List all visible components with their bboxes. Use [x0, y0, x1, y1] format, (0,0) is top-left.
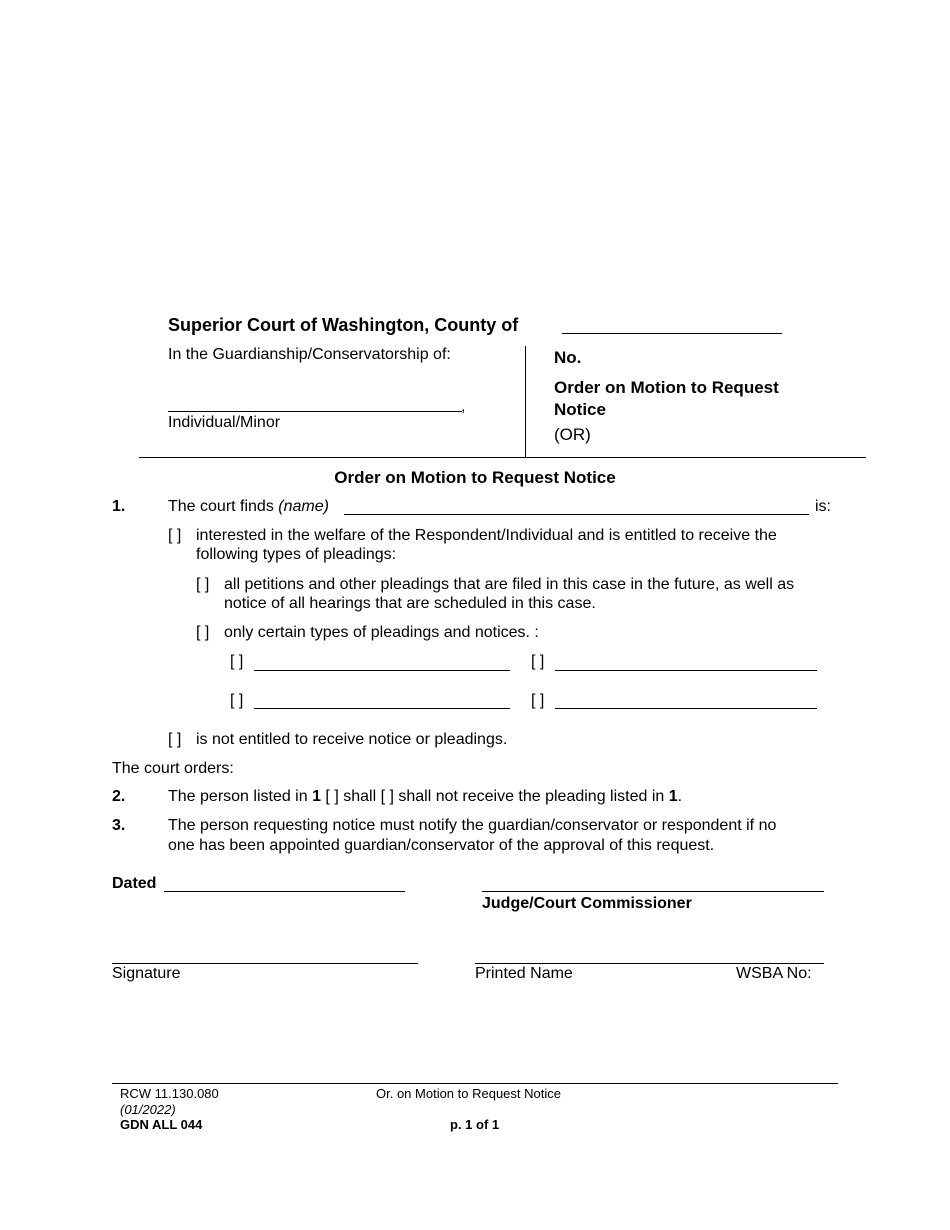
- wsba-label: WSBA No:: [736, 965, 812, 982]
- pleading-type-checkbox[interactable]: [ ]: [531, 692, 545, 709]
- judge-signature-line[interactable]: [482, 891, 824, 892]
- footer-page: p. 1 of 1: [450, 1117, 500, 1132]
- item3-text-line1: The person requesting notice must notify the guardian/conservator or respondent if no: [168, 817, 777, 834]
- caption-comma: ,: [461, 398, 466, 415]
- not-entitled-checkbox[interactable]: [ ]: [168, 731, 182, 748]
- individual-name-line[interactable]: [168, 411, 462, 412]
- item2-number: 2.: [112, 788, 126, 805]
- pleading-type-line[interactable]: [555, 670, 817, 671]
- certain-pleadings-checkbox[interactable]: [ ]: [196, 624, 210, 641]
- pleading-type-checkbox[interactable]: [ ]: [230, 692, 244, 709]
- orders-intro: The court orders:: [112, 760, 234, 777]
- item1-number: 1.: [112, 498, 126, 515]
- printed-name-label: Printed Name: [475, 965, 573, 982]
- interested-checkbox[interactable]: [ ]: [168, 527, 182, 544]
- doc-title: Order on Motion to Request Notice: [554, 378, 779, 419]
- caption-rule: [139, 457, 866, 458]
- signature-line[interactable]: [112, 963, 418, 964]
- case-no-label: No.: [554, 348, 582, 367]
- item1-suffix: is:: [815, 498, 831, 515]
- caption-divider: [525, 346, 526, 457]
- dated-label: Dated: [112, 875, 157, 892]
- all-pleadings-checkbox[interactable]: [ ]: [196, 576, 210, 593]
- all-pleadings-text-line2: notice of all hearings that are scheduled in this case.: [224, 595, 596, 612]
- court-title: Superior Court of Washington, County of: [168, 315, 519, 335]
- footer-rule: [112, 1083, 838, 1084]
- doc-code: (OR): [554, 425, 591, 444]
- interested-text-line1: interested in the welfare of the Respondent/Individual and is entitled to receive the: [196, 527, 777, 544]
- dated-line[interactable]: [164, 891, 405, 892]
- body-heading: Order on Motion to Request Notice: [334, 468, 616, 487]
- judge-label: Judge/Court Commissioner: [482, 895, 692, 912]
- case-caption: In the Guardianship/Conservatorship of:: [168, 346, 451, 363]
- item3-text-line2: one has been appointed guardian/conservator of the approval of this request.: [168, 837, 715, 854]
- name-blank-line[interactable]: [344, 514, 809, 515]
- not-entitled-text: is not entitled to receive notice or pleadings.: [196, 731, 508, 748]
- pleading-type-checkbox[interactable]: [ ]: [531, 653, 545, 670]
- county-blank-line[interactable]: [562, 333, 782, 334]
- pleading-type-line[interactable]: [254, 708, 510, 709]
- pleading-type-line[interactable]: [555, 708, 817, 709]
- footer-rev-date: (01/2022): [120, 1102, 176, 1117]
- party-label: Individual/Minor: [168, 414, 281, 431]
- footer-form-no: GDN ALL 044: [120, 1117, 203, 1132]
- footer-short-title: Or. on Motion to Request Notice: [376, 1086, 561, 1101]
- all-pleadings-text-line1: all petitions and other pleadings that are filed in this case in the future, as well as: [224, 576, 795, 593]
- item2-text: The person listed in 1 [ ] shall [ ] shall not receive the pleading listed in 1.: [168, 788, 683, 805]
- signature-label: Signature: [112, 965, 181, 982]
- name-hint: (name): [278, 498, 329, 515]
- item3-number: 3.: [112, 817, 126, 834]
- interested-text-line2: following types of pleadings:: [196, 546, 397, 563]
- pleading-type-line[interactable]: [254, 670, 510, 671]
- certain-pleadings-text: only certain types of pleadings and notices. :: [224, 624, 539, 641]
- pleading-type-checkbox[interactable]: [ ]: [230, 653, 244, 670]
- item1-text: The court finds (name): [168, 498, 329, 515]
- footer-rcw: RCW 11.130.080: [120, 1086, 219, 1101]
- printed-name-line[interactable]: [475, 963, 824, 964]
